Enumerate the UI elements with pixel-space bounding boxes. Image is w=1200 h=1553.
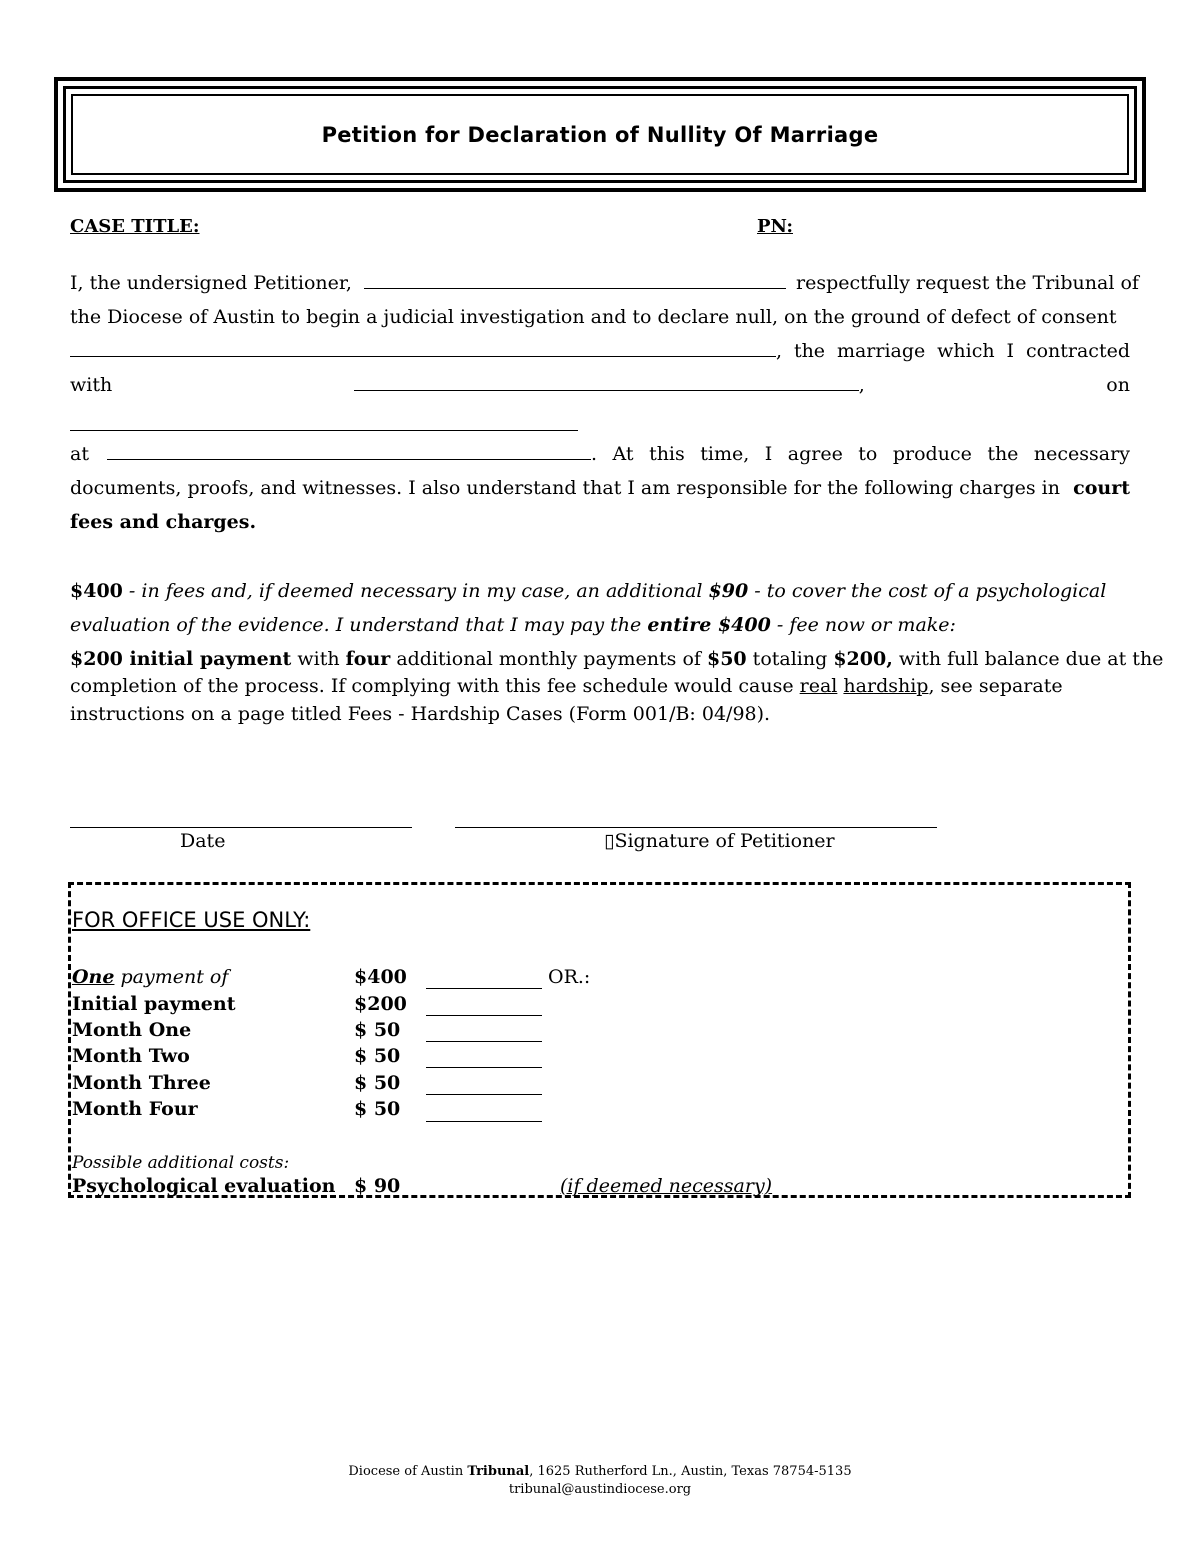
fee-text: - in fees and, if deemed necessary in my case, an additional (122, 580, 709, 602)
court-text: court (1073, 477, 1130, 499)
petition-line-1 (70, 266, 1139, 300)
footer-email: tribunal@austindiocese.org (508, 1482, 692, 1497)
title-box (54, 77, 1146, 192)
petition-line-2 (70, 300, 1130, 334)
marriage-date-field[interactable] (70, 430, 578, 431)
word: I (1006, 340, 1015, 362)
fee-text: with full balance due at the (892, 648, 1164, 670)
pn-label: PN: (757, 216, 793, 237)
word: necessary (1033, 443, 1130, 465)
office-row-blank[interactable] (426, 1121, 542, 1122)
petitioner-intro-text: I, the undersigned Petitioner, (70, 272, 352, 294)
office-row-blank[interactable] (426, 1041, 542, 1042)
signature-line[interactable] (455, 827, 937, 828)
psych-eval-note: (if deemed necessary) (560, 1175, 773, 1197)
entire-fee-text: entire $400 (647, 614, 771, 636)
word: time, (700, 443, 750, 465)
four-text: four (345, 648, 391, 670)
word: which (937, 340, 995, 362)
office-row-amount: $200 (354, 993, 407, 1015)
total-200-text: $200, (833, 648, 893, 670)
responsibility-text: documents, proofs, and witnesses. I also understand that I am responsible for the following charges in (70, 477, 1060, 499)
office-row-amount: $ 50 (354, 1098, 401, 1120)
psych-eval-label: Psychological evaluation (72, 1175, 336, 1197)
word: At (612, 443, 634, 465)
signature-label: Signature of Petitioner (614, 830, 835, 852)
petition-line-4 (70, 368, 1130, 402)
payment-of-text: payment of (114, 966, 229, 988)
case-title-label: CASE TITLE: (70, 216, 200, 237)
fee-text: , see separate (928, 675, 1063, 697)
comma-text: , (776, 340, 783, 362)
defect-of-consent-field[interactable] (70, 338, 776, 357)
word: the (793, 340, 826, 362)
hardship-text: hardship (843, 675, 929, 697)
office-row-blank[interactable] (426, 1094, 542, 1095)
hardship-instructions-text: instructions on a page titled Fees - Hardship Cases (Form 001/B: 04/98). (70, 703, 771, 725)
office-row-label: Month Four (72, 1098, 198, 1120)
period-text: . (591, 443, 598, 465)
title-box-mid-border (63, 86, 1137, 183)
fee-line-4 (70, 672, 1130, 700)
request-text: respectfully request the Tribunal of (796, 272, 1139, 294)
with-text: with (70, 374, 113, 396)
one-text: One (72, 966, 115, 988)
word: produce (892, 443, 972, 465)
fee-400-amount: $400 (70, 580, 123, 602)
fee-text: - to cover the cost of a psychological (748, 580, 1107, 602)
office-row-blank[interactable] (426, 1015, 542, 1016)
diocese-request-text: the Diocese of Austin to begin a judicial investigation and to declare null, on the ground of defect of consent (70, 306, 1117, 328)
footer-text: , 1625 Rutherford Ln., Austin, Texas 78754-5135 (529, 1464, 852, 1479)
psych-eval-amount: $ 90 (354, 1175, 401, 1197)
title-box-inner-border (71, 94, 1129, 175)
on-text: on (1106, 374, 1130, 396)
word: I (764, 443, 773, 465)
possible-costs-label: Possible additional costs: (72, 1153, 290, 1173)
petition-line-6 (70, 437, 1130, 471)
office-row-amount: $ 50 (354, 1072, 401, 1094)
fee-text: with (291, 648, 346, 670)
footer-text: Diocese of Austin (348, 1464, 468, 1479)
spouse-name-field[interactable] (354, 372, 859, 391)
or-label: OR.: (548, 966, 591, 988)
office-row-amount: $ 50 (354, 1019, 401, 1041)
office-row-label: Initial payment (72, 993, 236, 1015)
date-label: Date (180, 830, 226, 852)
signature-glyph-icon: ▯ (604, 830, 615, 852)
fee-text: completion of the process. If complying with this fee schedule would cause (70, 675, 800, 697)
one-payment-amount: $400 (354, 966, 407, 988)
one-payment-blank[interactable] (426, 988, 542, 989)
fee-text: evaluation of the evidence. I understand that I may pay the (70, 614, 648, 636)
office-row-label: Month Two (72, 1045, 190, 1067)
fee-90-amount: $90 (708, 580, 749, 602)
word: marriage (836, 340, 926, 362)
office-row-label: Month One (72, 1019, 192, 1041)
fee-text: totaling (746, 648, 834, 670)
footer-address (0, 1463, 1200, 1481)
footer-tribunal: Tribunal (467, 1464, 530, 1479)
office-row-blank[interactable] (426, 1067, 542, 1068)
word: this (649, 443, 685, 465)
fee-text: - fee now or make: (770, 614, 956, 636)
fee-line-2 (70, 608, 1130, 642)
date-line[interactable] (70, 827, 412, 828)
initial-payment-text: $200 initial payment (70, 648, 292, 670)
monthly-50-text: $50 (706, 648, 747, 670)
office-use-title: FOR OFFICE USE ONLY: (72, 908, 311, 932)
petition-line-3 (70, 334, 1130, 368)
one-payment-label (72, 964, 228, 990)
petition-line-7 (70, 471, 1130, 505)
word: contracted (1025, 340, 1130, 362)
signature-label-row (604, 830, 835, 852)
real-text: real (799, 675, 838, 697)
word: agree (787, 443, 843, 465)
fee-line-1 (70, 574, 1130, 608)
at-text: at (70, 443, 89, 465)
office-row-label: Month Three (72, 1072, 211, 1094)
fee-line-3 (70, 645, 1164, 673)
document-title: Petition for Declaration of Nullity Of Marriage (321, 122, 879, 147)
fee-text: additional monthly payments of (390, 648, 707, 670)
petitioner-name-field[interactable] (364, 270, 786, 289)
comma-text: , (858, 374, 865, 396)
word: the (987, 443, 1019, 465)
marriage-place-field[interactable] (107, 441, 591, 460)
office-row-amount: $ 50 (354, 1045, 401, 1067)
word: to (858, 443, 878, 465)
fees-and-charges-text: fees and charges. (70, 511, 257, 533)
